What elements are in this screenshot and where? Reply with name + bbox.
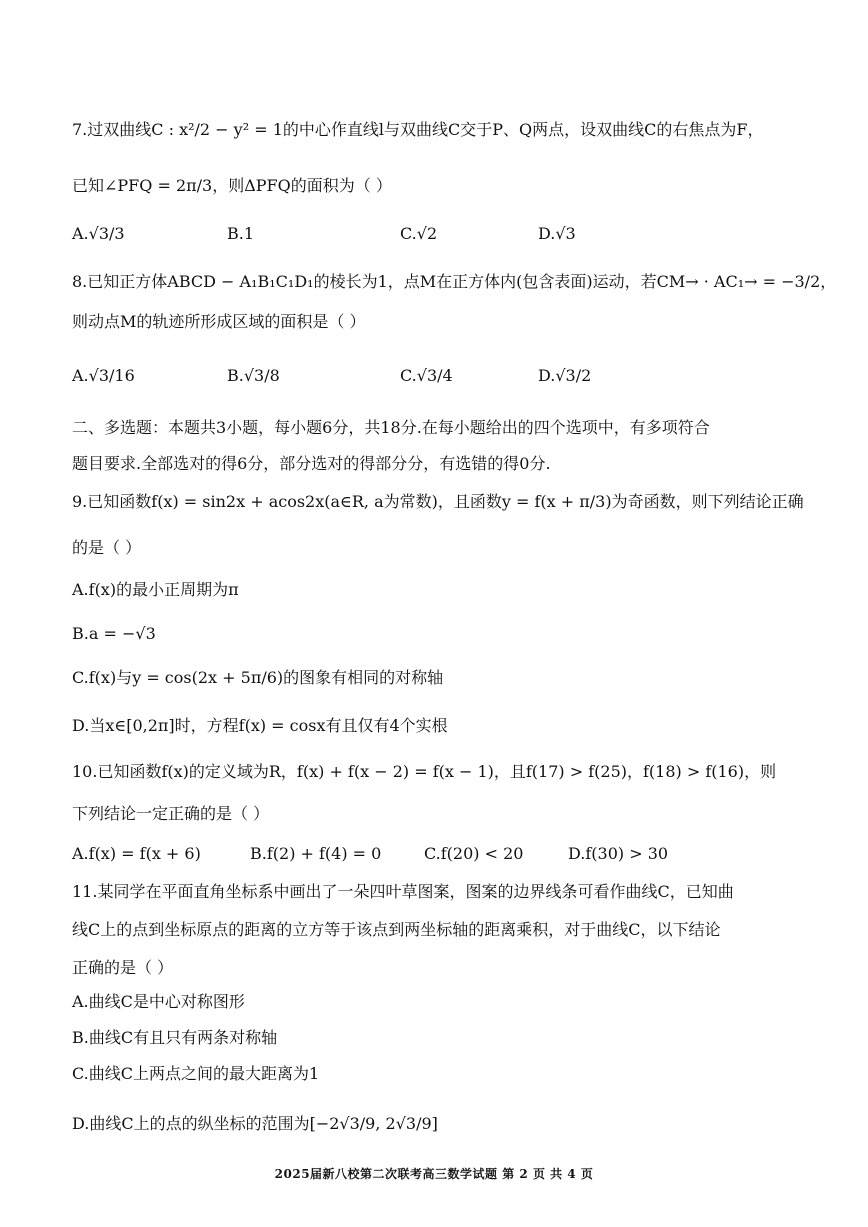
q7-stem-line1: 7.过双曲线C : x²/2 − y² = 1的中心作直线l与双曲线C交于P、Q两点，设双曲线C的右焦点为F， [72,120,764,139]
q8-option-b: B.√3/8 [227,366,280,385]
q10-option-a: A.f(x) = f(x + 6) [72,844,201,863]
q9-option-b: B.a = −√3 [72,624,156,643]
q8-stem-line1: 8.已知正方体ABCD − A₁B₁C₁D₁的棱长为1，点M在正方体内(包含表面)运动，若CM→ · AC₁→ = −3/2， [72,272,837,291]
q8-option-d: D.√3/2 [538,366,592,385]
q11-stem-line2: 线C上的点到坐标原点的距离的立方等于该点到两坐标轴的距离乘积，对于曲线C，以下结论 [72,920,721,939]
q11-option-b: B.曲线C有且只有两条对称轴 [72,1028,278,1047]
q10-option-d: D.f(30) > 30 [568,844,669,863]
q11-option-d: D.曲线C上的点的纵坐标的范围为[−2√3/9, 2√3/9] [72,1114,438,1133]
section2-instructions-line1: 二、多选题：本题共3小题，每小题6分，共18分.在每小题给出的四个选项中，有多项符合 [72,418,710,437]
q7-option-b: B.1 [227,224,255,243]
q7-option-d: D.√3 [538,224,576,243]
q7-option-c: C.√2 [400,224,438,243]
q9-option-d: D.当x∈[0,2π]时，方程f(x) = cosx有且仅有4个实根 [72,716,448,735]
q9-stem-line1: 9.已知函数f(x) = sin2x + acos2x(a∈R, a为常数)，且函数y = f(x + π/3)为奇函数，则下列结论正确 [72,492,804,511]
page-footer: 2025届新八校第二次联考高三数学试题 第 2 页 共 4 页 [274,1167,594,1181]
q7-stem-line2: 已知∠PFQ = 2π/3，则ΔPFQ的面积为（ ） [72,176,392,195]
q9-option-a: A.f(x)的最小正周期为π [72,580,239,599]
q10-option-b: B.f(2) + f(4) = 0 [250,844,382,863]
q10-stem-line1: 10.已知函数f(x)的定义域为R，f(x) + f(x − 2) = f(x − 1)，且f(17) > f(25)，f(18) > f(16)，则 [72,762,777,781]
q8-option-a: A.√3/16 [72,366,135,385]
q10-stem-line2: 下列结论一定正确的是（ ） [72,804,270,823]
q11-stem-line3: 正确的是（ ） [72,958,174,977]
q8-stem-line2: 则动点M的轨迹所形成区域的面积是（ ） [72,312,366,331]
q11-stem-line1: 11.某同学在平面直角坐标系中画出了一朵四叶草图案，图案的边界线条可看作曲线C，已知曲 [72,882,734,901]
q8-option-c: C.√3/4 [400,366,453,385]
q7-option-a: A.√3/3 [72,224,125,243]
section2-instructions-line2: 题目要求.全部选对的得6分，部分选对的得部分分，有选错的得0分. [72,454,551,473]
q9-option-c: C.f(x)与y = cos(2x + 5π/6)的图象有相同的对称轴 [72,668,444,687]
q10-option-c: C.f(20) < 20 [424,844,524,863]
q9-stem-line2: 的是（ ） [72,538,142,557]
q11-option-c: C.曲线C上两点之间的最大距离为1 [72,1064,320,1083]
q11-option-a: A.曲线C是中心对称图形 [72,992,245,1011]
